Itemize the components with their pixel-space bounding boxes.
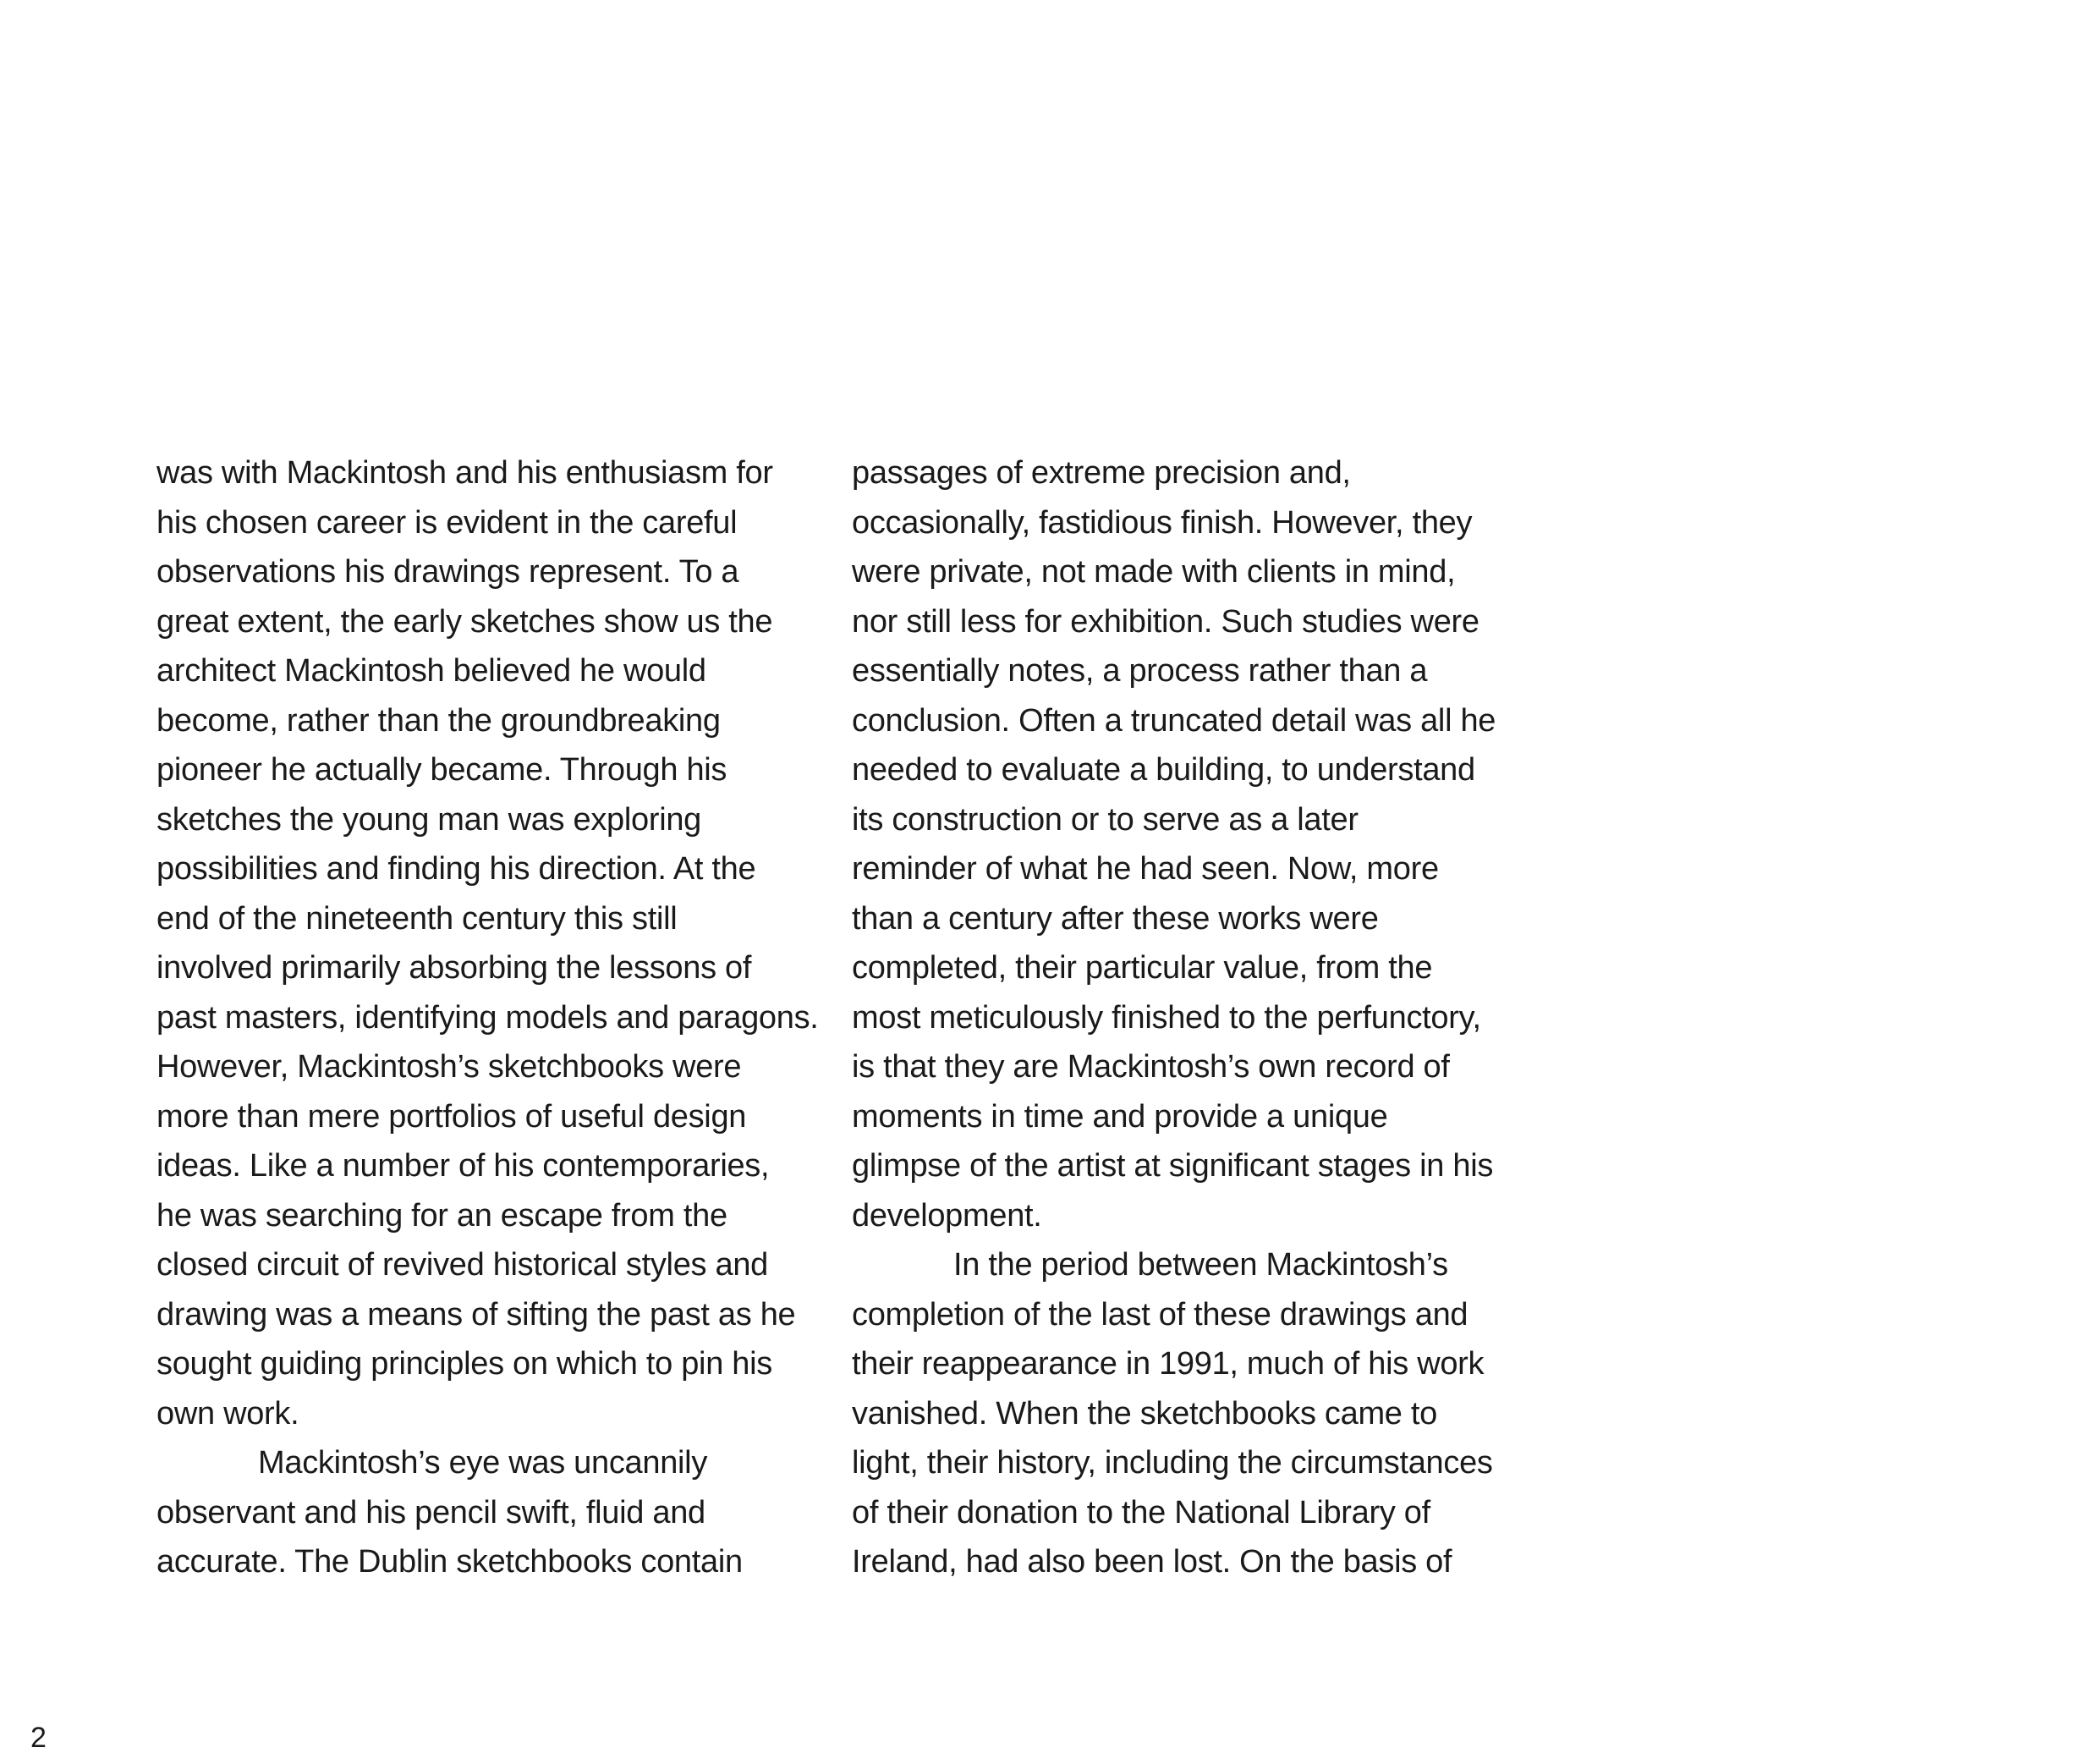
- text-line: vanished. When the sketchbooks came to: [852, 1395, 1437, 1432]
- text-line: great extent, the early sketches show us the: [156, 603, 773, 640]
- text-line: sought guiding principles on which to pin his: [156, 1346, 772, 1382]
- text-line: his chosen career is evident in the careful: [156, 504, 738, 541]
- text-line: their reappearance in 1991, much of his work: [852, 1346, 1485, 1382]
- text-line: nor still less for exhibition. Such studies were: [852, 603, 1479, 640]
- text-line: is that they are Mackintosh’s own record of: [852, 1049, 1450, 1085]
- text-line: end of the nineteenth century this still: [156, 900, 678, 937]
- text-line: become, rather than the groundbreaking: [156, 702, 721, 739]
- text-line: However, Mackintosh’s sketchbooks were: [156, 1049, 742, 1085]
- text-line: architect Mackintosh believed he would: [156, 653, 706, 689]
- text-line: involved primarily absorbing the lessons of: [156, 950, 752, 986]
- text-line: of their donation to the National Library of: [852, 1494, 1430, 1530]
- text-line: accurate. The Dublin sketchbooks contain: [156, 1544, 743, 1580]
- text-line: he was searching for an escape from the: [156, 1197, 727, 1234]
- text-line: pioneer he actually became. Through his: [156, 752, 727, 788]
- text-line: more than mere portfolios of useful design: [156, 1098, 747, 1135]
- paragraph-start-line: In the period between Mackintosh’s: [953, 1247, 1448, 1283]
- text-line: conclusion. Often a truncated detail was all he: [852, 702, 1496, 739]
- text-line: Ireland, had also been lost. On the basis of: [852, 1544, 1452, 1580]
- paragraph-start-line: Mackintosh’s eye was uncannily: [258, 1445, 708, 1481]
- text-line: possibilities and finding his direction. At the: [156, 851, 756, 887]
- text-line: sketches the young man was exploring: [156, 801, 702, 838]
- text-line: ideas. Like a number of his contemporaries,: [156, 1148, 770, 1184]
- text-line: passages of extreme precision and,: [852, 455, 1351, 491]
- text-line: its construction or to serve as a later: [852, 801, 1359, 838]
- text-line: completed, their particular value, from the: [852, 950, 1433, 986]
- text-line: light, their history, including the circumstances: [852, 1445, 1493, 1481]
- text-line: reminder of what he had seen. Now, more: [852, 851, 1439, 887]
- text-line: development.: [852, 1197, 1042, 1234]
- page-number: 2: [30, 1722, 47, 1754]
- text-line: essentially notes, a process rather than a: [852, 653, 1428, 689]
- text-line: closed circuit of revived historical styles and: [156, 1247, 768, 1283]
- left-text-column: [156, 448, 833, 1587]
- text-line: completion of the last of these drawings and: [852, 1296, 1468, 1333]
- text-line: than a century after these works were: [852, 900, 1379, 937]
- right-text-column: [852, 448, 1562, 1587]
- text-line: observant and his pencil swift, fluid and: [156, 1494, 705, 1530]
- text-line: occasionally, fastidious finish. However, they: [852, 504, 1473, 541]
- text-line: glimpse of the artist at significant stages in his: [852, 1148, 1494, 1184]
- text-line: was with Mackintosh and his enthusiasm for: [156, 455, 773, 491]
- text-line: drawing was a means of sifting the past as he: [156, 1296, 796, 1333]
- text-line: needed to evaluate a building, to understand: [852, 752, 1475, 788]
- text-line: own work.: [156, 1395, 299, 1432]
- text-line: past masters, identifying models and paragons.: [156, 999, 819, 1036]
- text-line: were private, not made with clients in mind,: [852, 554, 1456, 590]
- text-line: most meticulously finished to the perfunctory,: [852, 999, 1481, 1036]
- text-line: observations his drawings represent. To a: [156, 554, 739, 590]
- text-line: moments in time and provide a unique: [852, 1098, 1388, 1135]
